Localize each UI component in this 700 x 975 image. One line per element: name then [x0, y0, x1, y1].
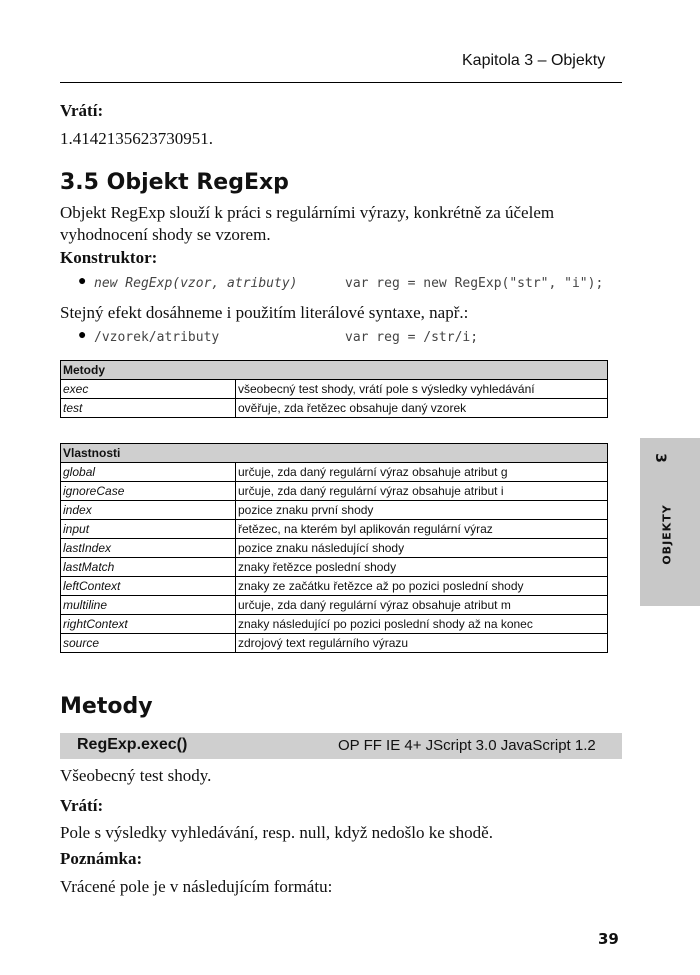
section-title: 3.5 Objekt RegExp — [60, 170, 289, 195]
returns-value: 1.4142135623730951. — [60, 129, 213, 148]
property-name: source — [61, 634, 236, 653]
methods-table — [60, 360, 608, 418]
method-name: test — [61, 399, 236, 418]
table-row — [61, 539, 608, 558]
methods-section-title: Metody — [60, 694, 153, 719]
property-name: lastIndex — [61, 539, 236, 558]
properties-table-header — [61, 444, 608, 463]
property-desc: určuje, zda daný regulární výraz obsahuje atribut g — [236, 463, 608, 482]
chapter-tab-label: OBJEKTY — [660, 504, 674, 565]
method-compatibility: OP FF IE 4+ JScript 3.0 JavaScript 1.2 — [338, 737, 596, 754]
method-description: Všeobecný test shody. — [60, 766, 212, 785]
constructor-syntax: new RegExp(vzor, atributy) — [94, 276, 298, 291]
property-name: leftContext — [61, 577, 236, 596]
page-number: 39 — [598, 930, 619, 948]
table-row — [61, 596, 608, 615]
properties-table — [60, 443, 608, 653]
section-intro-line1: Objekt RegExp slouží k práci s regulárními výrazy, konkrétně za účelem — [60, 203, 555, 222]
property-desc: pozice znaku první shody — [236, 501, 608, 520]
table-row — [61, 615, 608, 634]
table-row — [61, 520, 608, 539]
property-name: multiline — [61, 596, 236, 615]
table-row — [61, 399, 608, 418]
table-row — [61, 463, 608, 482]
property-desc: určuje, zda daný regulární výraz obsahuje atribut m — [236, 596, 608, 615]
bullet-icon: ● — [78, 328, 87, 343]
property-name: rightContext — [61, 615, 236, 634]
methods-header-cell: Metody — [61, 361, 608, 380]
table-row — [61, 380, 608, 399]
property-name: global — [61, 463, 236, 482]
method-note-text: Vrácené pole je v následujícím formátu: — [60, 877, 333, 896]
constructor-label: Konstruktor: — [60, 248, 158, 267]
property-name: lastMatch — [61, 558, 236, 577]
method-name-heading: RegExp.exec() — [77, 736, 188, 753]
header-rule — [60, 82, 622, 83]
property-desc: zdrojový text regulárního výrazu — [236, 634, 608, 653]
methods-table-header — [61, 361, 608, 380]
method-returns-label: Vrátí: — [60, 796, 104, 815]
literal-syntax: /vzorek/atributy — [94, 330, 220, 345]
table-row — [61, 577, 608, 596]
property-desc: řetězec, na kterém byl aplikován regulární výraz — [236, 520, 608, 539]
table-row — [61, 558, 608, 577]
bullet-icon: ● — [78, 274, 87, 289]
property-name: ignoreCase — [61, 482, 236, 501]
method-note-label: Poznámka: — [60, 849, 143, 868]
property-name: index — [61, 501, 236, 520]
property-desc: znaky ze začátku řetězce až po pozici poslední shody — [236, 577, 608, 596]
literal-text: Stejný efekt dosáhneme i použitím literálové syntaxe, např.: — [60, 303, 469, 322]
chapter-tab-number: 3 — [652, 453, 668, 463]
method-name: exec — [61, 380, 236, 399]
section-intro-line2: vyhodnocení shody se vzorem. — [60, 225, 271, 244]
table-row — [61, 482, 608, 501]
property-desc: znaky následující po pozici poslední shody až na konec — [236, 615, 608, 634]
literal-example: var reg = /str/i; — [345, 330, 479, 345]
method-returns-text: Pole s výsledky vyhledávání, resp. null, když nedošlo ke shodě. — [60, 823, 493, 842]
constructor-example: var reg = new RegExp("str", "i"); — [345, 276, 604, 291]
table-row — [61, 634, 608, 653]
returns-label: Vrátí: — [60, 101, 104, 120]
running-header: Kapitola 3 – Objekty — [462, 52, 606, 69]
method-desc: ověřuje, zda řetězec obsahuje daný vzorek — [236, 399, 608, 418]
method-desc: všeobecný test shody, vrátí pole s výsledky vyhledávání — [236, 380, 608, 399]
property-desc: pozice znaku následující shody — [236, 539, 608, 558]
property-desc: určuje, zda daný regulární výraz obsahuje atribut i — [236, 482, 608, 501]
table-row — [61, 501, 608, 520]
properties-header-cell: Vlastnosti — [61, 444, 608, 463]
property-name: input — [61, 520, 236, 539]
property-desc: znaky řetězce poslední shody — [236, 558, 608, 577]
